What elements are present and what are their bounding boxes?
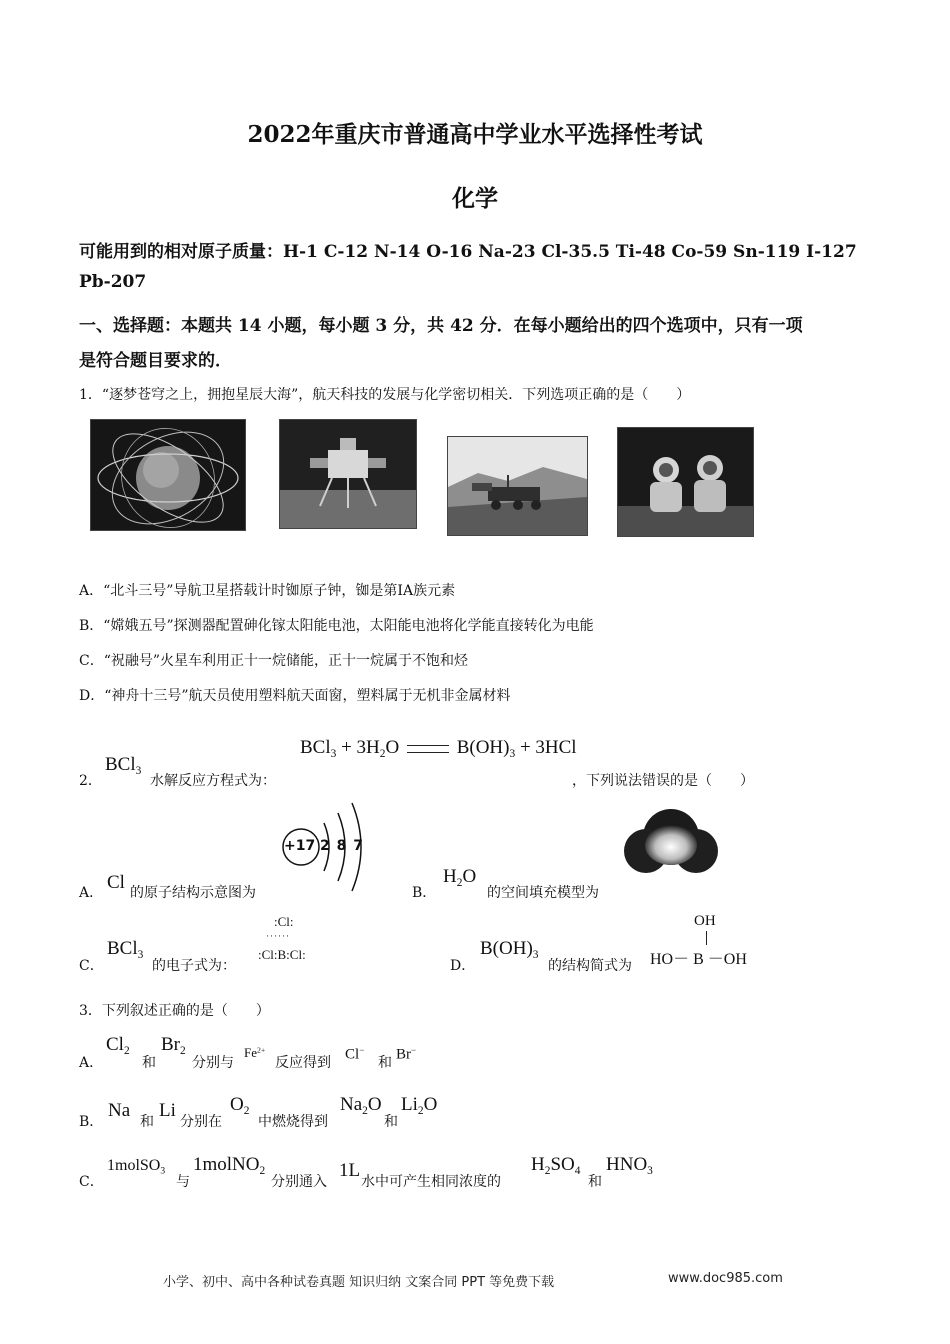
structure-oh-top: OH [694, 913, 716, 929]
nucleus-charge: +17 [284, 838, 316, 854]
q3-b-na2o [340, 1094, 382, 1117]
hno3-text: HNO [606, 1154, 648, 1175]
q2-option-c-text: 的电子式为： [152, 958, 236, 974]
c-bcl3: BCl [107, 938, 138, 959]
q3-c-so3 [107, 1157, 165, 1176]
q3-a-he: 和 [142, 1055, 156, 1071]
q1-option-d: D．“神舟十三号”航天员使用塑料航天面窗，塑料属于无机非金属材料 [79, 688, 511, 704]
li2o-sub: 2 [417, 1104, 424, 1117]
cl2-sub: 2 [123, 1044, 130, 1057]
h2so4-h: H [531, 1154, 545, 1175]
q2-option-d-species [480, 938, 538, 961]
h2o-space-filling-model [616, 805, 726, 881]
electron-shells: 2 8 7 [320, 838, 364, 854]
h-text: H [443, 866, 457, 887]
electron-formula-main: :Cl:B:Cl: [258, 947, 306, 962]
h2so4-sub4: 4 [574, 1164, 581, 1177]
satellite-orbit-image [90, 419, 246, 531]
o2-text: O [230, 1094, 244, 1115]
q3-c-no2 [193, 1154, 265, 1177]
eq-sub2: 2 [379, 747, 386, 760]
q3-c-yu: 与 [176, 1174, 190, 1190]
q3-c-hno3 [606, 1154, 653, 1177]
boh3-text: B(OH) [480, 938, 533, 959]
q3-a-cl-minus [345, 1045, 364, 1063]
astronauts-image [617, 427, 754, 537]
q2-option-d-text: 的结构简式为 [548, 958, 632, 974]
br-ion: Br [396, 1046, 411, 1063]
eq-o: O [385, 737, 400, 758]
q2-option-a-species: Cl [107, 872, 125, 893]
cl-ion-charge: − [359, 1045, 365, 1055]
na2o-sub: 2 [362, 1104, 368, 1117]
fe-text: Fe [244, 1045, 257, 1060]
na2o-na: Na [340, 1094, 363, 1115]
q3-a-fe [244, 1045, 265, 1061]
q2-option-b-label: B． [412, 885, 437, 901]
q3-a-fan-ying: 反应得到 [275, 1055, 331, 1071]
na2o-o: O [367, 1094, 382, 1115]
section1-instructions-cont: 是符合题目要求的． [79, 351, 232, 371]
o-text: O [462, 866, 477, 887]
eq-bcl3: BCl [300, 737, 331, 758]
q2-option-b-text: 的空间填充模型为 [487, 885, 599, 901]
atomic-masses-line2: Pb-207 [79, 272, 147, 292]
structure-main: HO－ B －OH [650, 951, 747, 968]
so3-text: 1molSO [107, 1157, 161, 1174]
q3-b-fen-zai: 分别在 [180, 1114, 222, 1130]
li2o-o: O [423, 1094, 438, 1115]
electron-formula-top: :Cl: [274, 914, 294, 929]
rover-icon [448, 437, 587, 535]
globe-orbits-icon [91, 420, 245, 530]
hno3-sub: 3 [647, 1164, 653, 1177]
eq-sub3: 3 [330, 747, 337, 760]
q3-b-he2: 和 [384, 1114, 398, 1130]
h2so4-so: SO [550, 1154, 575, 1175]
q3-b-li2o [401, 1094, 437, 1117]
h2so4-sub2: 2 [544, 1164, 551, 1177]
br-text: Br [161, 1034, 180, 1055]
q3-option-a-label: A． [79, 1055, 104, 1071]
astronauts-icon [618, 428, 753, 536]
so3-sub: 3 [160, 1165, 166, 1177]
q3-a-cl2 [106, 1034, 130, 1057]
li2o-li: Li [401, 1094, 418, 1115]
exam-title: 2022年重庆市普通高中学业水平选择性考试 [247, 121, 703, 148]
lander-icon [280, 420, 416, 528]
q3-a-fen-yu: 分别与 [192, 1055, 234, 1071]
cl-text: Cl [106, 1034, 124, 1055]
q3-b-li: Li [159, 1100, 176, 1121]
q2-stem-end: ，下列说法错误的是（ ） [572, 773, 754, 789]
section1-instructions: 一、选择题：本题共 14 小题，每小题 3 分，共 42 分．在每小题给出的四个选项中，只有一项 [79, 316, 803, 336]
bcl3-sub: 3 [135, 764, 142, 777]
fe-charge: 2+ [257, 1045, 266, 1055]
structure-bond [706, 931, 707, 945]
q3-b-ran-shao: 中燃烧得到 [258, 1114, 328, 1130]
eq-sub3b: 3 [509, 747, 516, 760]
q3-c-he: 和 [588, 1174, 602, 1190]
c-sub3: 3 [137, 948, 144, 961]
q2-option-b-species [443, 866, 476, 889]
cl-ion: Cl [345, 1046, 360, 1063]
q1-stem: 1．“逐梦苍穹之上，拥抱星辰大海”，航天科技的发展与化学密切相关．下列选项正确的是（ ） [79, 387, 691, 403]
q3-a-he2: 和 [378, 1055, 392, 1071]
q3-stem: 3．下列叙述正确的是（ ） [79, 1003, 270, 1019]
equals-sign [407, 745, 449, 753]
q3-c-1l: 1L [339, 1160, 361, 1181]
q3-c-tong-ru: 分别通入 [271, 1174, 327, 1190]
q2-option-a-label: A． [79, 885, 104, 901]
eq-3hcl: + 3HCl [515, 737, 577, 758]
br-ion-charge: − [411, 1045, 417, 1055]
q1-option-a: A．“北斗三号”导航卫星搭载计时铷原子钟，铷是第ⅠA族元素 [79, 583, 456, 599]
q2-option-c-species [107, 938, 143, 961]
mars-rover-image [447, 436, 588, 536]
q3-c-h2so4 [531, 1154, 580, 1177]
q2-option-a-text: 的原子结构示意图为 [130, 885, 256, 901]
bcl3-text: BCl [105, 754, 136, 775]
q2-equation [300, 737, 577, 760]
o2-sub: 2 [243, 1104, 250, 1117]
q2-option-c-label: C． [79, 958, 104, 974]
q3-option-b-label: B． [79, 1114, 104, 1130]
q2-bcl3 [105, 754, 141, 777]
no2-text: 1molNO [193, 1154, 260, 1175]
subject-title: 化学 [452, 185, 498, 212]
q3-a-br-minus [396, 1045, 416, 1063]
eq-boh3: B(OH) [456, 737, 510, 758]
electron-formula-dots: ······ [266, 931, 290, 941]
br2-sub: 2 [180, 1044, 186, 1057]
eq-3h2o: + 3H [336, 737, 380, 758]
h2-sub: 2 [456, 876, 463, 889]
q2-option-d-label: D． [450, 958, 476, 974]
q3-a-br2 [161, 1034, 186, 1057]
q3-b-he: 和 [140, 1114, 154, 1130]
q3-option-c-label: C． [79, 1174, 104, 1190]
q1-option-c: C．“祝融号”火星车利用正十一烷储能，正十一烷属于不饱和烃 [79, 653, 469, 669]
q3-b-na: Na [108, 1100, 131, 1121]
q3-c-water-text: 水中可产生相同浓度的 [361, 1174, 501, 1190]
footer-text: 小学、初中、高中各种试卷真题 知识归纳 文案合同 PPT 等免费下载 [163, 1275, 555, 1290]
q2-number: 2． [79, 773, 102, 789]
q3-b-o2 [230, 1094, 249, 1117]
boh3-sub: 3 [532, 948, 539, 961]
q2-stem-mid: 水解反应方程式为： [150, 773, 276, 789]
no2-sub: 2 [259, 1164, 266, 1177]
footer-url[interactable]: www.doc985.com [668, 1271, 783, 1286]
lunar-lander-image [279, 419, 417, 529]
atomic-masses-line1: 可能用到的相对原子质量：H-1 C-12 N-14 O-16 Na-23 Cl-35.5 Ti-48 Co-59 Sn-119 I-127 [79, 242, 857, 262]
q1-option-b: B．“嫦娥五号”探测器配置砷化镓太阳能电池，太阳能电池将化学能直接转化为电能 [79, 618, 594, 634]
